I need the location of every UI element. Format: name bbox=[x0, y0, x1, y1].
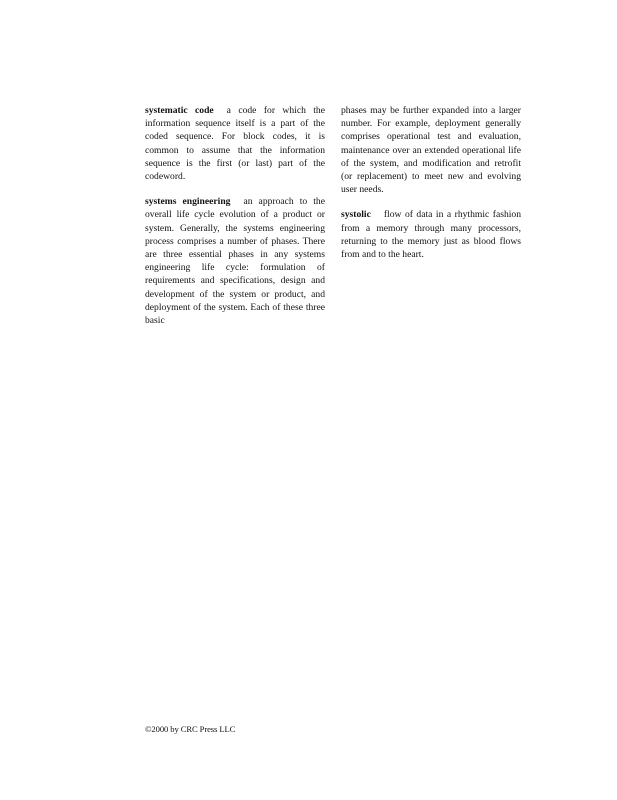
glossary-entry bbox=[145, 195, 325, 327]
entry-definition: an approach to the overall life cycle evolution of a product or system. Generally, the systems engineering process comprises a number of phases. There are three essential phases in any systems engineering life cycle: formulation of requirements and specifications, design and development of the system or product, and deployment of the system. Each of these three basic bbox=[145, 196, 325, 327]
entry-definition: a code for which the information sequence itself is a part of the coded sequence. For block codes, it is common to assume that the information sequence is the first (or last) part of the codeword. bbox=[145, 105, 325, 183]
entry-continuation: phases may be further expanded into a larger number. For example, deployment generally comprises operational test and evaluation, maintenance over an extended operational life of the system, and modification and retrofit (or replacement) to meet new and evolving user needs. bbox=[341, 105, 521, 196]
copyright-footer: ©2000 by CRC Press LLC bbox=[145, 724, 236, 734]
entry-term: systematic code bbox=[145, 105, 214, 116]
left-column bbox=[145, 104, 325, 339]
entry-term: systems engineering bbox=[145, 196, 231, 208]
glossary-entry bbox=[145, 104, 325, 183]
entry-term: systolic bbox=[341, 209, 371, 221]
entry-definition: flow of data in a rhythmic fashion from a memory through many processors, returning to the memory just as blood flows from and to the heart. bbox=[341, 209, 521, 261]
glossary-entry bbox=[341, 208, 521, 261]
right-column bbox=[341, 104, 521, 273]
